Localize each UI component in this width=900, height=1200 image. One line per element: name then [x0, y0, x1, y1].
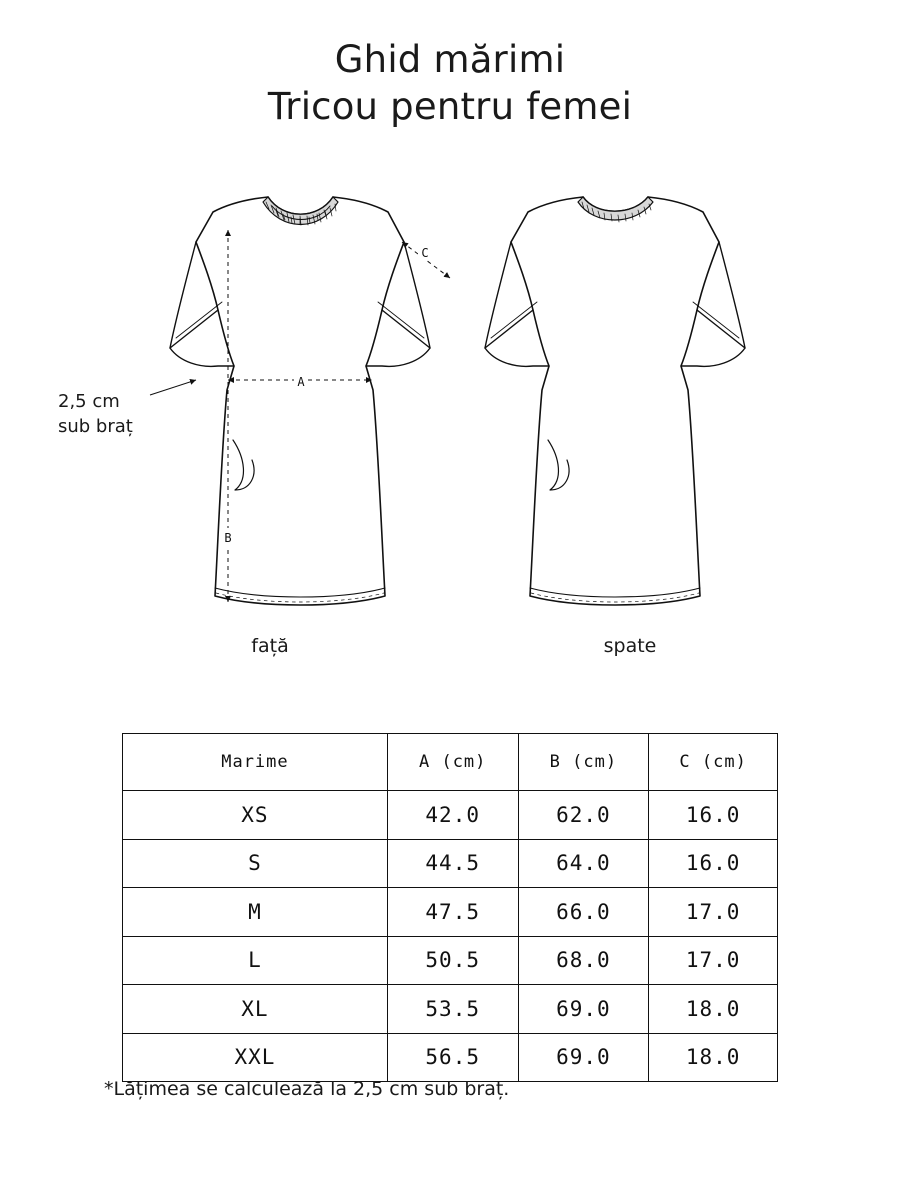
header-sleeve: C (cm)	[649, 734, 778, 791]
table-row	[123, 985, 778, 1034]
size-table	[122, 733, 778, 1082]
header-width: A (cm)	[387, 734, 518, 791]
cell-c: 18.0	[649, 985, 778, 1034]
cell-b: 69.0	[518, 985, 649, 1034]
table-row	[123, 936, 778, 985]
cell-b: 68.0	[518, 936, 649, 985]
cell-a: 53.5	[387, 985, 518, 1034]
back-caption: spate	[603, 635, 657, 657]
underarm-note-line-2: sub braț	[58, 415, 133, 437]
tshirt-diagram-svg	[0, 190, 900, 690]
cell-c: 17.0	[649, 936, 778, 985]
cell-size: XL	[123, 985, 388, 1034]
underarm-note-line-1: 2,5 cm	[58, 391, 120, 412]
cell-a: 42.0	[387, 791, 518, 840]
cell-c: 18.0	[649, 1033, 778, 1082]
footnote: *Lățimea se calculează la 2,5 cm sub braț.	[104, 1078, 510, 1100]
page-title	[0, 36, 900, 131]
table-row	[123, 791, 778, 840]
cell-a: 50.5	[387, 936, 518, 985]
table-row	[123, 839, 778, 888]
cell-b: 69.0	[518, 1033, 649, 1082]
table-header-row	[123, 734, 778, 791]
cell-b: 64.0	[518, 839, 649, 888]
underarm-note	[58, 390, 188, 440]
table-row	[123, 888, 778, 937]
cell-a: 47.5	[387, 888, 518, 937]
cell-c: 17.0	[649, 888, 778, 937]
cell-a: 56.5	[387, 1033, 518, 1082]
measure-label-a: A	[297, 375, 305, 389]
cell-b: 62.0	[518, 791, 649, 840]
table-row	[123, 1033, 778, 1082]
measure-label-c: C	[421, 246, 429, 260]
header-size: Marime	[123, 734, 388, 791]
front-caption: față	[251, 635, 289, 657]
cell-size: M	[123, 888, 388, 937]
cell-b: 66.0	[518, 888, 649, 937]
cell-size: S	[123, 839, 388, 888]
cell-size: XXL	[123, 1033, 388, 1082]
measure-label-b: B	[224, 531, 232, 545]
page-title-line-1: Ghid mărimi	[334, 38, 566, 81]
cell-c: 16.0	[649, 791, 778, 840]
page-title-line-2: Tricou pentru femei	[267, 85, 633, 129]
header-length: B (cm)	[518, 734, 649, 791]
cell-a: 44.5	[387, 839, 518, 888]
cell-size: L	[123, 936, 388, 985]
cell-size: XS	[123, 791, 388, 840]
tshirt-illustration	[0, 190, 900, 690]
cell-c: 16.0	[649, 839, 778, 888]
